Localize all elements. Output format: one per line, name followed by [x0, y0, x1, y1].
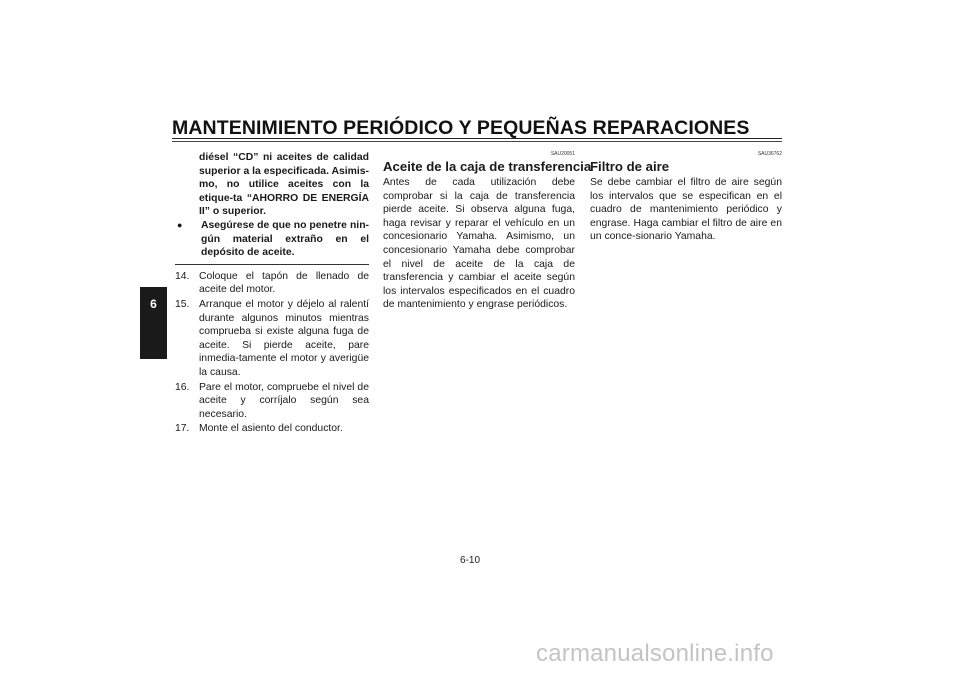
title-rule-secondary — [172, 141, 782, 142]
step-text: Arranque el motor y déjelo al ralentí durante algunos minutos mientras comprueba si existe alguna fuga de aceite. Si pierde aceite, pare inmedia-tamente el motor y averigüe la causa. — [199, 298, 369, 378]
title-rule — [172, 138, 782, 139]
warning-bullet — [175, 219, 369, 260]
section-body: Antes de cada utilización debe comprobar si la caja de transferencia pierde aceite. Si observa alguna fuga, haga revisar y reparar el vehículo en un concesionario Yamaha. Asimismo, un concesionario Yamaha debe comprobar el nivel de aceite de la caja de transferencia y cambiar el aceite según los intervalos especificados en el cuadro de mantenimiento y engrase periódicos. — [383, 177, 575, 311]
middle-column — [383, 151, 592, 312]
step-text: Coloque el tapón de llenado de aceite del motor. — [199, 270, 369, 296]
warning-end-rule — [175, 264, 369, 265]
warning-continuation: diésel “CD” ni aceites de calidad superior a la especificada. Asimis-mo, no utilice aceites con la etique-ta “AHORRO DE ENERGÍA II” o superior. — [199, 152, 369, 218]
step-number: 16. — [175, 381, 190, 393]
section-code: SAU20051 — [550, 151, 575, 157]
section-code: SAU36762 — [757, 151, 782, 157]
step-number: 15. — [175, 298, 190, 310]
section-body: Se debe cambiar el filtro de aire según los intervalos que se especifican en el cuadro de mantenimiento periódico y engrase. Haga cambiar el filtro de aire en un conce-sionario Yamaha. — [590, 177, 782, 243]
chapter-tab — [140, 287, 167, 359]
right-column — [590, 151, 782, 244]
left-column — [175, 151, 369, 437]
page-number: 6-10 — [460, 555, 481, 566]
step-number: 17. — [175, 423, 190, 435]
warning-bullet-text: Asegúrese de que no penetre nin-gún material extraño en el depósito de aceite. — [201, 219, 369, 259]
step-17 — [175, 422, 369, 436]
step-number: 14. — [175, 270, 190, 282]
step-text: Monte el asiento del conductor. — [199, 423, 343, 435]
watermark: carmanualsonline.info — [536, 640, 774, 667]
chapter-number: 6 — [150, 297, 157, 311]
step-text: Pare el motor, compruebe el nivel de aceite y corríjalo según sea necesario. — [199, 381, 369, 420]
page-title: MANTENIMIENTO PERIÓDICO Y PEQUEÑAS REPARACIONES — [172, 117, 750, 139]
step-16 — [175, 381, 369, 422]
bullet-dot-icon: ● — [177, 219, 183, 230]
section-heading-transfer-case-oil: Aceite de la caja de transferencia — [383, 159, 592, 174]
step-14 — [175, 270, 369, 297]
step-15 — [175, 298, 369, 380]
section-heading-air-filter: Filtro de aire — [590, 159, 670, 174]
